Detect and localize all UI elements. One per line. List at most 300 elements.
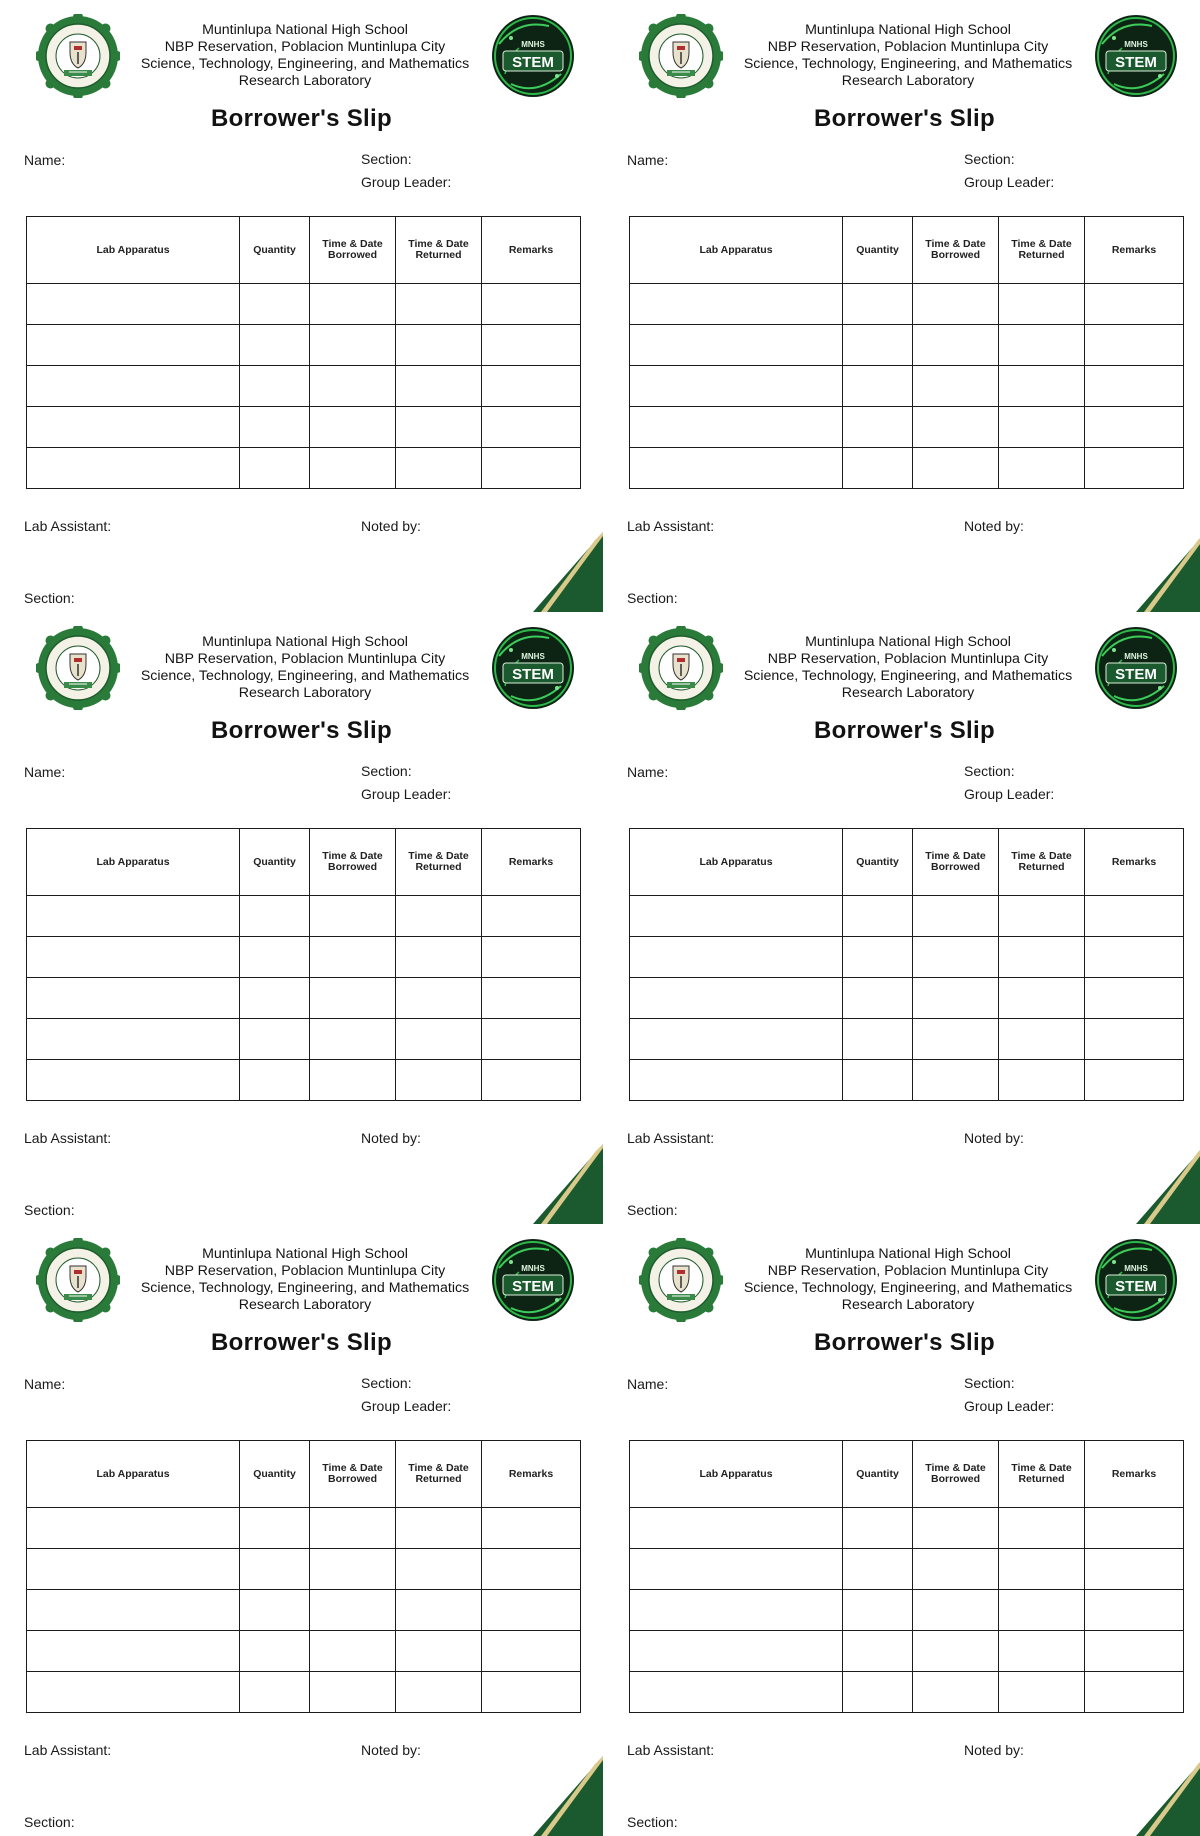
table-cell[interactable] xyxy=(999,937,1085,978)
table-row xyxy=(27,1019,581,1060)
table-cell[interactable] xyxy=(843,896,913,937)
table-cell[interactable] xyxy=(843,407,913,448)
table-cell[interactable] xyxy=(913,325,999,366)
column-header: Remarks xyxy=(482,829,581,896)
borrowers-slip xyxy=(603,0,1200,612)
slip-title: Borrower's Slip xyxy=(814,105,995,132)
table-cell[interactable] xyxy=(27,1590,240,1631)
column-header: Time & Date Returned xyxy=(999,1441,1085,1508)
table-cell[interactable] xyxy=(482,1672,581,1713)
table-cell[interactable] xyxy=(27,896,240,937)
stem-logo-icon xyxy=(1094,626,1178,710)
stem-badge-text: STEM xyxy=(512,1278,554,1295)
table-row xyxy=(27,1549,581,1590)
column-header: Quantity xyxy=(843,217,913,284)
group-leader-label: Group Leader: xyxy=(964,1398,1055,1414)
table-cell[interactable] xyxy=(999,325,1085,366)
table-row xyxy=(630,1631,1184,1672)
school-name: Muntinlupa National High School xyxy=(202,634,408,650)
table-cell[interactable] xyxy=(27,937,240,978)
school-address: NBP Reservation, Poblacion Muntinlupa City xyxy=(164,1263,446,1279)
apparatus-table xyxy=(26,1440,581,1713)
stem-badge-top: MNHS xyxy=(1124,652,1148,661)
lab-name: Research Laboratory xyxy=(238,73,372,89)
table-cell[interactable] xyxy=(630,366,843,407)
stem-badge-top: MNHS xyxy=(1124,1264,1148,1273)
lab-assistant-label: Lab Assistant: xyxy=(627,518,715,534)
table-cell[interactable] xyxy=(310,284,396,325)
table-cell[interactable] xyxy=(482,1549,581,1590)
table-row xyxy=(27,366,581,407)
lab-name: Research Laboratory xyxy=(841,73,975,89)
table-cell[interactable] xyxy=(482,407,581,448)
table-cell[interactable] xyxy=(27,978,240,1019)
table-cell[interactable] xyxy=(1085,1060,1184,1101)
column-header: Quantity xyxy=(240,829,310,896)
stem-badge-text: STEM xyxy=(1115,1278,1157,1295)
table-cell[interactable] xyxy=(310,1672,396,1713)
table-cell[interactable] xyxy=(240,1019,310,1060)
column-header: Lab Apparatus xyxy=(27,1441,240,1508)
table-cell[interactable] xyxy=(630,1631,843,1672)
column-header: Quantity xyxy=(843,1441,913,1508)
table-cell[interactable] xyxy=(999,1549,1085,1590)
corner-stripe-decoration xyxy=(533,532,603,612)
table-cell[interactable] xyxy=(396,366,482,407)
table-cell[interactable] xyxy=(310,407,396,448)
column-header: Lab Apparatus xyxy=(27,829,240,896)
apparatus-table xyxy=(629,216,1184,489)
section-bottom-label: Section: xyxy=(24,590,75,606)
section-bottom-label: Section: xyxy=(627,1814,678,1830)
table-row xyxy=(27,896,581,937)
table-cell[interactable] xyxy=(396,1672,482,1713)
table-cell[interactable] xyxy=(27,366,240,407)
table-cell[interactable] xyxy=(310,896,396,937)
table-cell[interactable] xyxy=(27,1672,240,1713)
table-header-row xyxy=(630,217,1184,284)
table-header-row xyxy=(630,829,1184,896)
table-cell[interactable] xyxy=(999,1590,1085,1631)
table-cell[interactable] xyxy=(27,325,240,366)
table-cell[interactable] xyxy=(240,407,310,448)
table-cell[interactable] xyxy=(843,448,913,489)
table-cell[interactable] xyxy=(396,1060,482,1101)
table-cell[interactable] xyxy=(310,366,396,407)
table-header-row xyxy=(630,1441,1184,1508)
slip-title: Borrower's Slip xyxy=(814,1329,995,1356)
corner-stripe-decoration xyxy=(1136,1144,1200,1224)
table-cell[interactable] xyxy=(999,284,1085,325)
table-header-row xyxy=(27,829,581,896)
group-leader-label: Group Leader: xyxy=(361,1398,452,1414)
table-row xyxy=(630,1060,1184,1101)
table-row xyxy=(630,284,1184,325)
table-cell[interactable] xyxy=(843,1060,913,1101)
stem-badge-text: STEM xyxy=(512,54,554,71)
noted-by-label: Noted by: xyxy=(361,518,421,534)
column-header: Remarks xyxy=(1085,1441,1184,1508)
table-cell[interactable] xyxy=(1085,1019,1184,1060)
corner-stripe-decoration xyxy=(1136,1756,1200,1836)
table-cell[interactable] xyxy=(240,978,310,1019)
table-cell[interactable] xyxy=(482,366,581,407)
table-cell[interactable] xyxy=(482,284,581,325)
column-header: Quantity xyxy=(240,217,310,284)
table-cell[interactable] xyxy=(913,937,999,978)
table-cell[interactable] xyxy=(1085,1672,1184,1713)
school-address: NBP Reservation, Poblacion Muntinlupa City xyxy=(767,1263,1049,1279)
section-label: Section: xyxy=(361,1375,412,1391)
column-header: Remarks xyxy=(1085,829,1184,896)
column-header: Time & Date Returned xyxy=(396,217,482,284)
name-label: Name: xyxy=(627,152,669,168)
table-cell[interactable] xyxy=(240,1590,310,1631)
noted-by-label: Noted by: xyxy=(964,518,1024,534)
borrowers-slip xyxy=(603,1224,1200,1836)
table-cell[interactable] xyxy=(843,1019,913,1060)
table-cell[interactable] xyxy=(310,1549,396,1590)
school-header xyxy=(105,22,505,90)
table-cell[interactable] xyxy=(999,896,1085,937)
table-cell[interactable] xyxy=(310,937,396,978)
table-cell[interactable] xyxy=(396,284,482,325)
table-cell[interactable] xyxy=(843,366,913,407)
table-cell[interactable] xyxy=(240,448,310,489)
table-header-row xyxy=(27,217,581,284)
table-cell[interactable] xyxy=(913,978,999,1019)
table-cell[interactable] xyxy=(843,1672,913,1713)
table-header-row xyxy=(27,1441,581,1508)
strand-name: Science, Technology, Engineering, and Mathematics xyxy=(140,668,470,684)
table-row xyxy=(27,407,581,448)
table-cell[interactable] xyxy=(396,448,482,489)
table-cell[interactable] xyxy=(630,284,843,325)
school-address: NBP Reservation, Poblacion Muntinlupa City xyxy=(164,651,446,667)
lab-assistant-label: Lab Assistant: xyxy=(627,1130,715,1146)
table-cell[interactable] xyxy=(310,1631,396,1672)
table-row xyxy=(27,937,581,978)
section-label: Section: xyxy=(361,763,412,779)
stem-badge-top: MNHS xyxy=(521,40,545,49)
table-cell[interactable] xyxy=(240,284,310,325)
column-header: Time & Date Borrowed xyxy=(913,1441,999,1508)
table-cell[interactable] xyxy=(396,1508,482,1549)
column-header: Time & Date Returned xyxy=(999,217,1085,284)
table-cell[interactable] xyxy=(27,448,240,489)
strand-name: Science, Technology, Engineering, and Mathematics xyxy=(743,668,1073,684)
table-cell[interactable] xyxy=(999,448,1085,489)
school-header xyxy=(708,634,1108,702)
column-header: Time & Date Returned xyxy=(396,829,482,896)
stem-logo-icon xyxy=(491,14,575,98)
name-label: Name: xyxy=(24,152,66,168)
table-cell[interactable] xyxy=(1085,896,1184,937)
school-header xyxy=(708,22,1108,90)
table-cell[interactable] xyxy=(913,1060,999,1101)
strand-name: Science, Technology, Engineering, and Mathematics xyxy=(140,1280,470,1296)
table-cell[interactable] xyxy=(630,448,843,489)
apparatus-table xyxy=(629,828,1184,1101)
table-cell[interactable] xyxy=(396,978,482,1019)
table-row xyxy=(27,1060,581,1101)
school-header xyxy=(105,1246,505,1314)
table-row xyxy=(27,284,581,325)
table-cell[interactable] xyxy=(913,448,999,489)
table-row xyxy=(27,1508,581,1549)
table-cell[interactable] xyxy=(396,937,482,978)
column-header: Lab Apparatus xyxy=(630,829,843,896)
table-cell[interactable] xyxy=(482,448,581,489)
table-cell[interactable] xyxy=(482,1590,581,1631)
apparatus-table xyxy=(629,1440,1184,1713)
table-cell[interactable] xyxy=(630,1549,843,1590)
table-cell[interactable] xyxy=(913,1631,999,1672)
apparatus-table xyxy=(26,828,581,1101)
table-cell[interactable] xyxy=(396,1549,482,1590)
section-label: Section: xyxy=(964,151,1015,167)
table-cell[interactable] xyxy=(913,896,999,937)
table-cell[interactable] xyxy=(843,1631,913,1672)
table-cell[interactable] xyxy=(240,1631,310,1672)
stem-badge-top: MNHS xyxy=(521,1264,545,1273)
group-leader-label: Group Leader: xyxy=(361,786,452,802)
section-bottom-label: Section: xyxy=(627,590,678,606)
corner-stripe-decoration xyxy=(533,1144,603,1224)
table-cell[interactable] xyxy=(482,978,581,1019)
table-cell[interactable] xyxy=(999,1672,1085,1713)
table-cell[interactable] xyxy=(27,407,240,448)
table-cell[interactable] xyxy=(843,937,913,978)
stem-logo-icon xyxy=(491,626,575,710)
table-cell[interactable] xyxy=(482,1019,581,1060)
table-row xyxy=(630,1549,1184,1590)
table-row xyxy=(630,366,1184,407)
table-cell[interactable] xyxy=(240,1549,310,1590)
table-cell[interactable] xyxy=(482,325,581,366)
table-row xyxy=(630,937,1184,978)
table-cell[interactable] xyxy=(913,1549,999,1590)
table-cell[interactable] xyxy=(482,1060,581,1101)
table-cell[interactable] xyxy=(482,937,581,978)
noted-by-label: Noted by: xyxy=(361,1130,421,1146)
table-row xyxy=(27,978,581,1019)
column-header: Quantity xyxy=(843,829,913,896)
table-row xyxy=(630,448,1184,489)
table-cell[interactable] xyxy=(27,1060,240,1101)
school-name: Muntinlupa National High School xyxy=(805,22,1011,38)
table-cell[interactable] xyxy=(913,366,999,407)
table-cell[interactable] xyxy=(240,937,310,978)
table-cell[interactable] xyxy=(630,1508,843,1549)
table-cell[interactable] xyxy=(913,1508,999,1549)
column-header: Time & Date Borrowed xyxy=(310,1441,396,1508)
school-header xyxy=(708,1246,1108,1314)
stem-badge-text: STEM xyxy=(1115,54,1157,71)
column-header: Lab Apparatus xyxy=(27,217,240,284)
table-cell[interactable] xyxy=(843,284,913,325)
table-cell[interactable] xyxy=(310,448,396,489)
table-cell[interactable] xyxy=(1085,1549,1184,1590)
stem-logo-icon xyxy=(1094,14,1178,98)
table-cell[interactable] xyxy=(310,1590,396,1631)
section-bottom-label: Section: xyxy=(24,1202,75,1218)
table-cell[interactable] xyxy=(310,1508,396,1549)
table-cell[interactable] xyxy=(310,325,396,366)
slip-title: Borrower's Slip xyxy=(211,1329,392,1356)
table-cell[interactable] xyxy=(1085,937,1184,978)
slip-title: Borrower's Slip xyxy=(814,717,995,744)
table-cell[interactable] xyxy=(630,937,843,978)
table-cell[interactable] xyxy=(1085,325,1184,366)
table-cell[interactable] xyxy=(913,407,999,448)
table-cell[interactable] xyxy=(630,407,843,448)
borrowers-slip xyxy=(603,612,1200,1224)
stem-badge-text: STEM xyxy=(512,666,554,683)
table-row xyxy=(27,1672,581,1713)
table-cell[interactable] xyxy=(999,1019,1085,1060)
table-cell[interactable] xyxy=(396,1019,482,1060)
table-cell[interactable] xyxy=(999,1060,1085,1101)
table-cell[interactable] xyxy=(843,1590,913,1631)
table-row xyxy=(27,1590,581,1631)
table-row xyxy=(630,1508,1184,1549)
column-header: Lab Apparatus xyxy=(630,217,843,284)
noted-by-label: Noted by: xyxy=(964,1742,1024,1758)
table-cell[interactable] xyxy=(482,1508,581,1549)
school-name: Muntinlupa National High School xyxy=(805,1246,1011,1262)
lab-name: Research Laboratory xyxy=(238,1297,372,1313)
section-label: Section: xyxy=(964,1375,1015,1391)
school-address: NBP Reservation, Poblacion Muntinlupa City xyxy=(767,651,1049,667)
noted-by-label: Noted by: xyxy=(361,1742,421,1758)
stem-badge-top: MNHS xyxy=(521,652,545,661)
noted-by-label: Noted by: xyxy=(964,1130,1024,1146)
table-cell[interactable] xyxy=(1085,1508,1184,1549)
lab-assistant-label: Lab Assistant: xyxy=(627,1742,715,1758)
lab-assistant-label: Lab Assistant: xyxy=(24,518,112,534)
table-cell[interactable] xyxy=(999,1508,1085,1549)
lab-name: Research Laboratory xyxy=(841,1297,975,1313)
table-cell[interactable] xyxy=(27,284,240,325)
name-label: Name: xyxy=(24,764,66,780)
table-cell[interactable] xyxy=(240,366,310,407)
table-cell[interactable] xyxy=(27,1631,240,1672)
table-cell[interactable] xyxy=(630,1060,843,1101)
table-cell[interactable] xyxy=(27,1549,240,1590)
table-cell[interactable] xyxy=(310,1060,396,1101)
table-cell[interactable] xyxy=(913,1672,999,1713)
table-cell[interactable] xyxy=(240,896,310,937)
table-cell[interactable] xyxy=(843,1508,913,1549)
school-name: Muntinlupa National High School xyxy=(805,634,1011,650)
table-cell[interactable] xyxy=(396,407,482,448)
table-cell[interactable] xyxy=(843,1549,913,1590)
lab-assistant-label: Lab Assistant: xyxy=(24,1742,112,1758)
borrowers-slip xyxy=(0,1224,603,1836)
section-label: Section: xyxy=(964,763,1015,779)
table-cell[interactable] xyxy=(240,325,310,366)
table-cell[interactable] xyxy=(482,896,581,937)
name-label: Name: xyxy=(627,764,669,780)
table-cell[interactable] xyxy=(630,1019,843,1060)
table-cell[interactable] xyxy=(27,1019,240,1060)
table-cell[interactable] xyxy=(630,1672,843,1713)
school-name: Muntinlupa National High School xyxy=(202,22,408,38)
stem-logo-icon xyxy=(1094,1238,1178,1322)
table-cell[interactable] xyxy=(999,407,1085,448)
table-cell[interactable] xyxy=(310,978,396,1019)
table-cell[interactable] xyxy=(396,896,482,937)
school-address: NBP Reservation, Poblacion Muntinlupa City xyxy=(767,39,1049,55)
table-cell[interactable] xyxy=(999,1631,1085,1672)
table-cell[interactable] xyxy=(913,1019,999,1060)
column-header: Remarks xyxy=(482,1441,581,1508)
table-cell[interactable] xyxy=(482,1631,581,1672)
stem-badge-top: MNHS xyxy=(1124,40,1148,49)
table-cell[interactable] xyxy=(630,325,843,366)
table-cell[interactable] xyxy=(240,1672,310,1713)
table-cell[interactable] xyxy=(396,1631,482,1672)
slip-title: Borrower's Slip xyxy=(211,717,392,744)
corner-stripe-decoration xyxy=(533,1756,603,1836)
strand-name: Science, Technology, Engineering, and Mathematics xyxy=(743,1280,1073,1296)
table-row xyxy=(630,407,1184,448)
table-cell[interactable] xyxy=(240,1508,310,1549)
strand-name: Science, Technology, Engineering, and Mathematics xyxy=(140,56,470,72)
school-header xyxy=(105,634,505,702)
table-row xyxy=(27,448,581,489)
table-cell[interactable] xyxy=(1085,366,1184,407)
table-cell[interactable] xyxy=(1085,284,1184,325)
school-name: Muntinlupa National High School xyxy=(202,1246,408,1262)
table-cell[interactable] xyxy=(999,978,1085,1019)
table-cell[interactable] xyxy=(27,1508,240,1549)
column-header: Lab Apparatus xyxy=(630,1441,843,1508)
lab-assistant-label: Lab Assistant: xyxy=(24,1130,112,1146)
borrowers-slip xyxy=(0,612,603,1224)
table-cell[interactable] xyxy=(1085,448,1184,489)
table-cell[interactable] xyxy=(1085,1590,1184,1631)
table-cell[interactable] xyxy=(240,1060,310,1101)
table-cell[interactable] xyxy=(999,366,1085,407)
column-header: Time & Date Returned xyxy=(396,1441,482,1508)
column-header: Time & Date Borrowed xyxy=(913,829,999,896)
table-cell[interactable] xyxy=(310,1019,396,1060)
table-cell[interactable] xyxy=(630,896,843,937)
table-cell[interactable] xyxy=(630,978,843,1019)
column-header: Time & Date Borrowed xyxy=(310,829,396,896)
column-header: Time & Date Borrowed xyxy=(310,217,396,284)
table-cell[interactable] xyxy=(630,1590,843,1631)
corner-stripe-decoration xyxy=(1136,532,1200,612)
table-cell[interactable] xyxy=(1085,407,1184,448)
table-cell[interactable] xyxy=(843,978,913,1019)
group-leader-label: Group Leader: xyxy=(361,174,452,190)
table-row xyxy=(27,1631,581,1672)
table-cell[interactable] xyxy=(396,325,482,366)
table-cell[interactable] xyxy=(1085,1631,1184,1672)
section-label: Section: xyxy=(361,151,412,167)
table-cell[interactable] xyxy=(843,325,913,366)
section-bottom-label: Section: xyxy=(24,1814,75,1830)
table-cell[interactable] xyxy=(396,1590,482,1631)
table-cell[interactable] xyxy=(1085,978,1184,1019)
column-header: Time & Date Borrowed xyxy=(913,217,999,284)
school-address: NBP Reservation, Poblacion Muntinlupa City xyxy=(164,39,446,55)
table-cell[interactable] xyxy=(913,284,999,325)
table-cell[interactable] xyxy=(913,1590,999,1631)
